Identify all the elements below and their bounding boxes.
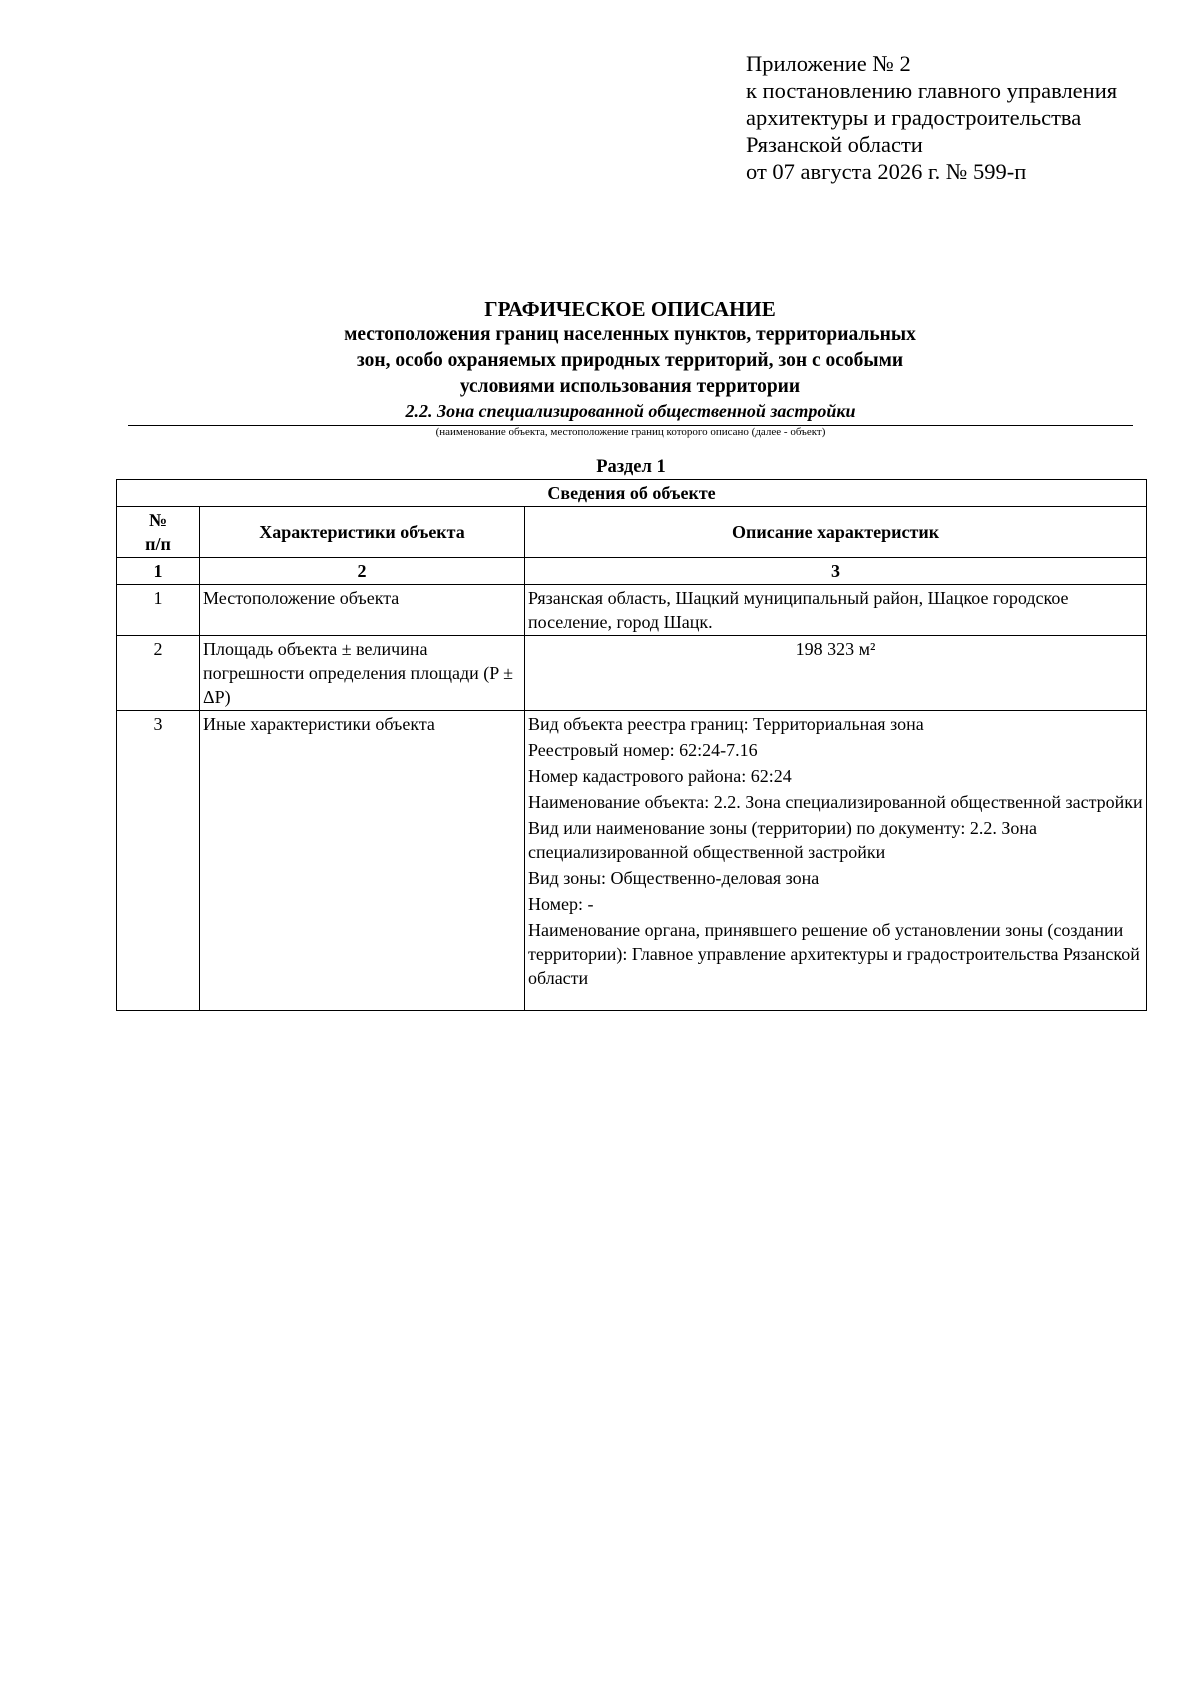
description-item: Номер кадастрового района: 62:24 bbox=[528, 766, 792, 786]
header-num-line-2: п/п bbox=[145, 534, 171, 554]
header-characteristics: Характеристики объекта bbox=[200, 507, 525, 558]
table-row bbox=[117, 711, 1147, 1011]
title-subtitle-line-3: условиями использования территории bbox=[459, 376, 801, 397]
column-number: 2 bbox=[200, 558, 525, 585]
column-number: 1 bbox=[117, 558, 200, 585]
column-number-row bbox=[117, 558, 1147, 585]
description-item: Наименование объекта: 2.2. Зона специализированной общественной застройки bbox=[528, 792, 1143, 812]
table-header-row bbox=[117, 507, 1147, 558]
document-title bbox=[120, 296, 1140, 400]
object-caption: (наименование объекта, местоположение границ которого описано (далее - объект) bbox=[435, 426, 826, 438]
appendix-number: Приложение № 2 bbox=[746, 51, 911, 76]
row-description: 198 323 м² bbox=[525, 636, 1147, 711]
appendix-region-line: Рязанской области bbox=[746, 132, 923, 157]
row-characteristic: Иные характеристики объекта bbox=[200, 711, 525, 1011]
header-num bbox=[117, 507, 200, 558]
row-characteristic: Площадь объекта ± величина погрешности определения площади (P ± ΔP) bbox=[200, 636, 525, 711]
row-number: 1 bbox=[117, 585, 200, 636]
column-number: 3 bbox=[525, 558, 1147, 585]
object-name: 2.2. Зона специализированной общественной застройки bbox=[405, 401, 856, 421]
appendix-authority-line: архитектуры и градостроительства bbox=[746, 105, 1082, 130]
appendix-date-line: от 07 августа 2026 г. № 599-п bbox=[746, 159, 1027, 184]
header-num-line-1: № bbox=[148, 510, 168, 530]
appendix-reference-line: к постановлению главного управления bbox=[746, 78, 1118, 103]
description-item: Вид зоны: Общественно-деловая зона bbox=[528, 868, 820, 888]
description-item: Номер: - bbox=[528, 894, 594, 914]
section-title: Раздел 1 bbox=[596, 457, 666, 477]
row-description: Рязанская область, Шацкий муниципальный район, Шацкое городское поселение, город Шацк. bbox=[525, 585, 1147, 636]
description-item: Вид объекта реестра границ: Территориальная зона bbox=[528, 714, 924, 734]
table-title-row bbox=[117, 480, 1147, 507]
description-item: Вид или наименование зоны (территории) по документу: 2.2. Зона специализированной общественной застройки bbox=[528, 818, 1038, 862]
object-info-table bbox=[116, 479, 1147, 1011]
row-description bbox=[525, 711, 1147, 1011]
table-row bbox=[117, 585, 1147, 636]
title-subtitle-line-2: зон, особо охраняемых природных территорий, зон с особыми bbox=[356, 350, 904, 371]
description-item: Наименование органа, принявшего решение об установлении зоны (создании территории): Главное управление архитектуры и градостроительства Рязанской области bbox=[528, 920, 1140, 988]
description-item: Реестровый номер: 62:24-7.16 bbox=[528, 740, 758, 760]
title-subtitle-line-1: местоположения границ населенных пунктов, территориальных bbox=[344, 324, 916, 345]
row-number: 3 bbox=[117, 711, 200, 1011]
row-number: 2 bbox=[117, 636, 200, 711]
title-main: ГРАФИЧЕСКОЕ ОПИСАНИЕ bbox=[484, 297, 776, 321]
appendix-header bbox=[746, 50, 1117, 185]
table-row bbox=[117, 636, 1147, 711]
header-description: Описание характеристик bbox=[525, 507, 1147, 558]
table-title: Сведения об объекте bbox=[117, 480, 1147, 507]
row-characteristic: Местоположение объекта bbox=[200, 585, 525, 636]
